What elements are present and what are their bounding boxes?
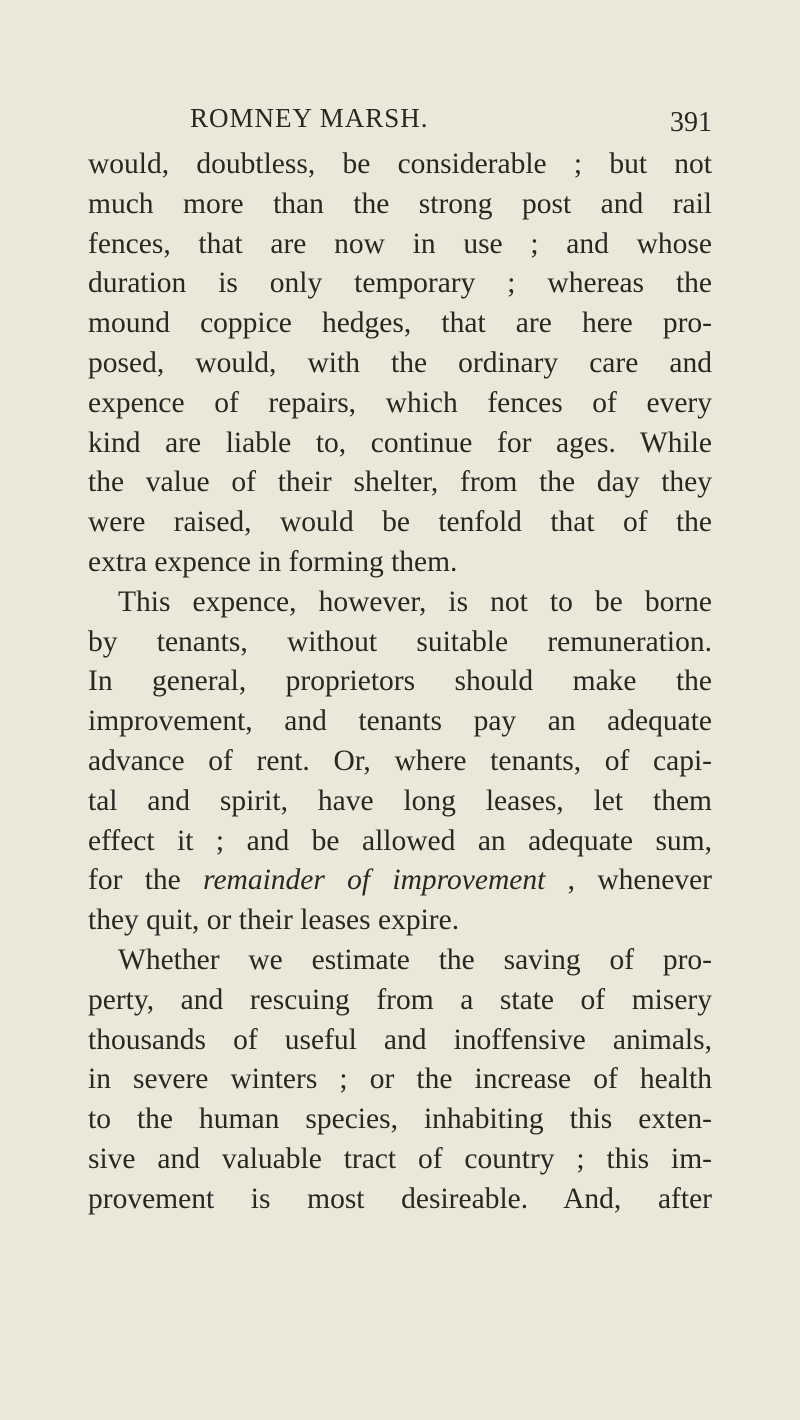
text-line: extra expence in forming them. bbox=[88, 545, 458, 578]
page-body bbox=[88, 145, 712, 1220]
text-line: by tenants, without suitable remuneration. bbox=[88, 625, 712, 658]
text-line: effect it ; and be allowed an adequate sum, bbox=[88, 824, 712, 857]
text-line: to the human species, inhabiting this exten- bbox=[88, 1103, 712, 1136]
text-line: tal and spirit, have long leases, let them bbox=[88, 784, 712, 817]
text-line: kind are liable to, continue for ages. While bbox=[88, 426, 712, 459]
text-line: expence of repairs, which fences of every bbox=[88, 386, 712, 419]
text-run: for the bbox=[88, 864, 204, 897]
text-line: fences, that are now in use ; and whose bbox=[88, 227, 712, 260]
text-line: mound coppice hedges, that are here pro- bbox=[88, 307, 712, 340]
text-line: perty, and rescuing from a state of misery bbox=[88, 983, 712, 1016]
text-line: duration is only temporary ; whereas the bbox=[88, 267, 712, 300]
text-line: provement is most desireable. And, after bbox=[88, 1182, 712, 1215]
running-title: ROMNEY MARSH. bbox=[190, 103, 429, 133]
text-line: In general, proprietors should make the bbox=[88, 665, 712, 698]
text-line: improvement, and tenants pay an adequate bbox=[88, 705, 712, 738]
text-line: the value of their shelter, from the day they bbox=[88, 466, 712, 499]
text-line-italic-phrase bbox=[88, 861, 712, 901]
text-line: much more than the strong post and rail bbox=[88, 187, 712, 220]
text-line: would, doubtless, be considerable ; but not bbox=[88, 148, 712, 180]
text-line: Whether we estimate the saving of pro- bbox=[118, 943, 712, 976]
text-run: , whenever bbox=[567, 864, 712, 897]
page-number: 391 bbox=[670, 107, 712, 138]
text-line: were raised, would be tenfold that of the bbox=[88, 506, 712, 539]
page-header bbox=[88, 103, 712, 143]
text-line: thousands of useful and inoffensive animals, bbox=[88, 1023, 712, 1056]
text-line: advance of rent. Or, where tenants, of capi- bbox=[88, 744, 712, 777]
italic-phrase: remainder of improvement bbox=[203, 864, 546, 897]
text-line: in severe winters ; or the increase of health bbox=[88, 1063, 712, 1096]
text-line: sive and valuable tract of country ; this im- bbox=[88, 1142, 712, 1175]
text-line: posed, would, with the ordinary care and bbox=[88, 346, 712, 379]
text-line: they quit, or their leases expire. bbox=[88, 904, 460, 937]
text-line: This expence, however, is not to be borne bbox=[118, 585, 712, 618]
